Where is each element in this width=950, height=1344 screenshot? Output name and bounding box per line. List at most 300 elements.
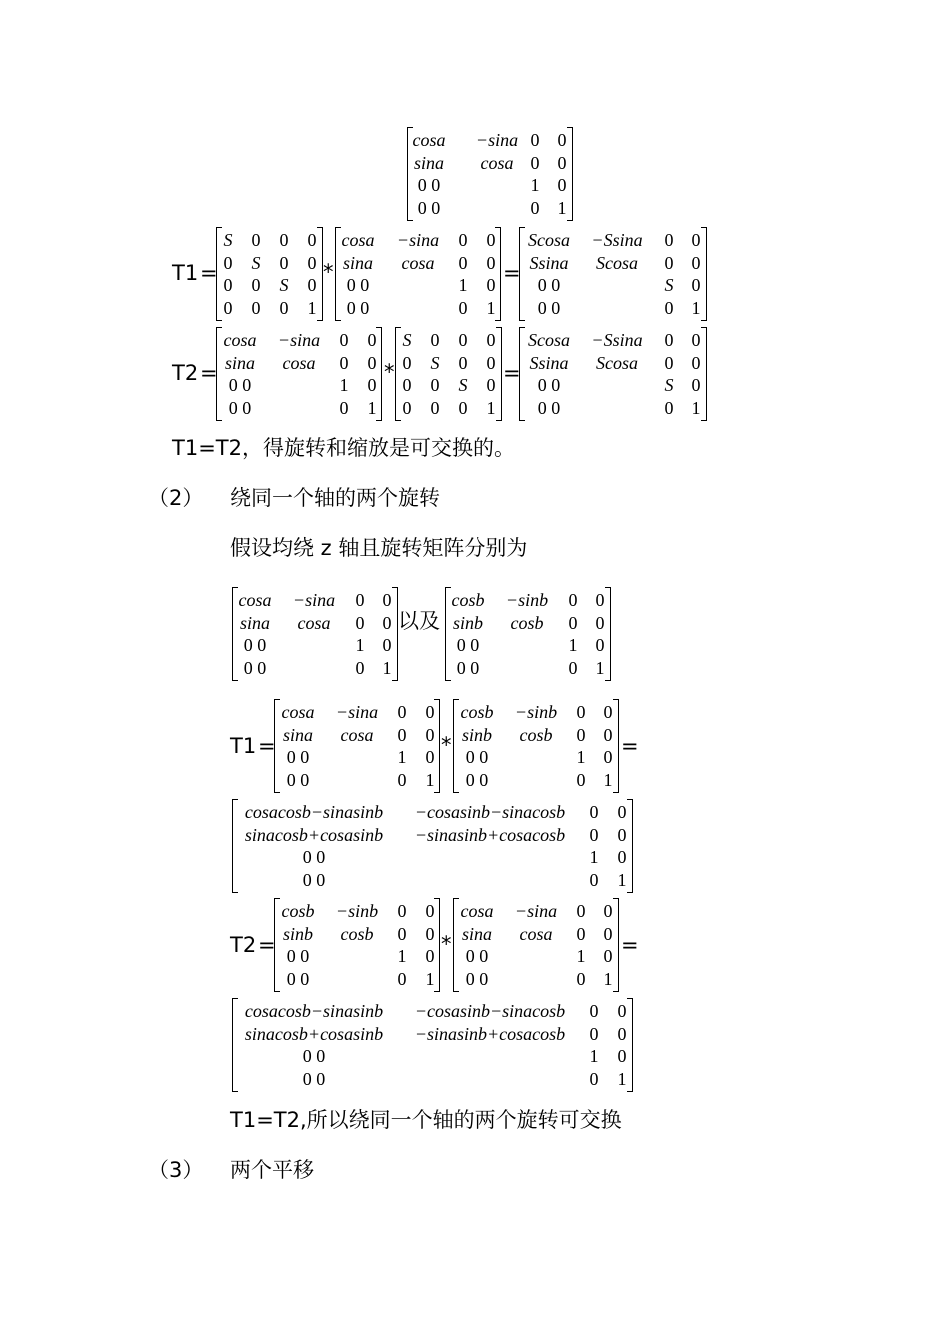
matrix-cell: 0	[339, 397, 349, 418]
matrix-row	[336, 274, 500, 296]
rotation-matrix-b	[445, 587, 611, 681]
matrix-cell: 0 0	[537, 397, 561, 418]
matrix-cell: 1	[382, 657, 392, 678]
matrix-cell: 0	[486, 375, 496, 395]
matrix-cell: 0 0	[537, 275, 561, 295]
matrix-cell: S	[430, 352, 440, 373]
matrix-cell: cosa	[480, 152, 514, 173]
matrix-cell: 0	[223, 275, 233, 295]
matrix-cell: 0	[595, 590, 605, 610]
matrix-row	[336, 229, 500, 251]
matrix-cell: 0	[664, 297, 674, 318]
matrix-cell: sina	[342, 252, 374, 273]
matrix-cell: cosa	[238, 590, 272, 610]
matrix-cell: 0 0	[465, 769, 489, 790]
matrix-row	[408, 129, 572, 151]
matrix-cell: 0	[603, 747, 613, 767]
matrix-row	[396, 397, 501, 419]
matrix-cell: 0	[458, 230, 468, 250]
matrix-cell: 0 0	[456, 657, 480, 678]
matrix-row	[446, 612, 610, 634]
matrix-cell: 0 0	[456, 635, 480, 655]
matrix-cell: 0	[430, 397, 440, 418]
matrix-cell: cosacosb−sinasinb	[244, 802, 384, 822]
matrix-cell: S	[251, 252, 261, 273]
matrix-cell: 0	[397, 901, 407, 921]
matrix-row	[275, 724, 439, 746]
matrix-row	[233, 657, 397, 679]
matrix-row	[408, 197, 572, 219]
matrix-row	[520, 374, 706, 396]
matrix-row	[408, 174, 572, 196]
matrix-cell: 0 0	[243, 635, 267, 655]
matrix-cell: 1	[355, 635, 365, 655]
matrix-cell: 0	[568, 657, 578, 678]
matrix-cell: 0	[617, 1023, 627, 1044]
matrix-cell: S	[402, 330, 412, 350]
matrix-cell: 0	[425, 747, 435, 767]
matrix-cell: 0	[458, 330, 468, 350]
matrix-cell: 1	[589, 1046, 599, 1066]
matrix-cell: 0	[589, 1023, 599, 1044]
matrix-cell: 0	[382, 635, 392, 655]
matrix-row	[217, 252, 322, 274]
matrix-cell: 0	[617, 847, 627, 867]
matrix-cell: sinacosb+cosasinb	[244, 824, 384, 845]
matrix-row	[454, 900, 618, 922]
scale-matrix	[395, 327, 502, 421]
matrix-row	[217, 374, 381, 396]
matrix-cell: 0	[402, 352, 412, 373]
matrix-cell: 0	[486, 230, 496, 250]
matrix-cell: 0	[458, 297, 468, 318]
multiply-sign: *	[323, 260, 334, 284]
matrix-cell: 1	[603, 769, 613, 790]
matrix-cell: Scosa	[528, 330, 570, 350]
matrix-cell: sinb	[452, 612, 484, 633]
matrix-cell: 0 0	[302, 1046, 326, 1066]
matrix-cell: sina	[461, 923, 493, 944]
equals-sign: =	[621, 933, 639, 957]
matrix-cell: 1	[557, 197, 567, 218]
scale-matrix	[216, 227, 323, 321]
matrix-row	[275, 900, 439, 922]
matrix-row	[454, 769, 618, 791]
matrix-cell: 0	[397, 923, 407, 944]
matrix-cell: 0	[576, 769, 586, 790]
matrix-cell: 1	[576, 946, 586, 966]
matrix-cell: cosa	[412, 130, 446, 150]
equals-sign: =	[200, 361, 218, 385]
matrix-row	[217, 329, 381, 351]
matrix-cell: 0	[664, 330, 674, 350]
matrix-cell: cosb	[519, 724, 553, 745]
t1-label: T1	[172, 261, 199, 285]
matrix-cell: 0	[367, 330, 377, 350]
matrix-cell: 0 0	[243, 657, 267, 678]
matrix-cell: 0	[530, 197, 540, 218]
equals-sign: =	[258, 933, 276, 957]
rotation-matrix-a	[453, 898, 619, 992]
matrix-cell: 1	[397, 747, 407, 767]
matrix-cell: 0 0	[302, 1068, 326, 1089]
matrix-row	[217, 397, 381, 419]
matrix-cell: 0	[617, 802, 627, 822]
equals-sign: =	[200, 261, 218, 285]
matrix-cell: −sinb	[514, 702, 558, 722]
matrix-cell: 0	[603, 901, 613, 921]
multiply-sign: *	[384, 360, 395, 384]
matrix-cell: 0	[576, 968, 586, 989]
matrix-row	[446, 634, 610, 656]
conclusion-scale-rotation: T1=T2，得旋转和缩放是可交换的。	[172, 436, 515, 460]
matrix-cell: 1	[595, 657, 605, 678]
section-3-number: （3）	[148, 1158, 204, 1182]
matrix-row	[396, 329, 501, 351]
matrix-cell: 0 0	[465, 946, 489, 966]
multiply-sign: *	[441, 932, 452, 956]
matrix-cell: 0	[382, 590, 392, 610]
matrix-cell: 0	[425, 901, 435, 921]
matrix-cell: −sinb	[505, 590, 549, 610]
matrix-cell: 0 0	[228, 397, 252, 418]
section-2-title: 绕同一个轴的两个旋转	[230, 486, 440, 510]
matrix-cell: S	[664, 275, 674, 295]
matrix-cell: 0	[279, 252, 289, 273]
matrix-row	[217, 352, 381, 374]
matrix-cell: −Ssina	[591, 230, 643, 250]
matrix-cell: 0	[307, 230, 317, 250]
matrix-row	[275, 746, 439, 768]
matrix-cell: 0	[307, 252, 317, 273]
matrix-cell: Ssina	[529, 352, 569, 373]
matrix-row	[233, 1045, 632, 1067]
matrix-cell: 0 0	[302, 847, 326, 867]
matrix-cell: S	[223, 230, 233, 250]
matrix-cell: cosb	[340, 923, 374, 944]
matrix-cell: 0	[425, 946, 435, 966]
matrix-cell: cosa	[223, 330, 257, 350]
matrix-cell: 1	[486, 297, 496, 318]
section-3-title: 两个平移	[230, 1158, 314, 1182]
result-matrix	[232, 998, 633, 1092]
matrix-row	[233, 869, 632, 891]
matrix-cell: 1	[458, 275, 468, 295]
matrix-cell: 0	[382, 612, 392, 633]
matrix-cell: 0	[589, 1068, 599, 1089]
matrix-cell: S	[279, 275, 289, 295]
rotation-matrix	[216, 327, 382, 421]
matrix-cell: 0	[251, 230, 261, 250]
rotation-matrix-a	[274, 699, 440, 793]
matrix-cell: 1	[617, 1068, 627, 1089]
rotation-matrix-a	[232, 587, 398, 681]
matrix-cell: 0 0	[228, 375, 252, 395]
matrix-cell: cosa	[297, 612, 331, 633]
matrix-row	[454, 701, 618, 723]
matrix-cell: 1	[367, 397, 377, 418]
matrix-cell: 1	[568, 635, 578, 655]
matrix-cell: 1	[589, 847, 599, 867]
matrix-cell: 0	[486, 330, 496, 350]
matrix-cell: 1	[691, 397, 701, 418]
matrix-cell: 0	[576, 724, 586, 745]
matrix-row	[520, 352, 706, 374]
matrix-cell: 1	[530, 175, 540, 195]
matrix-cell: 0	[223, 252, 233, 273]
matrix-row	[336, 252, 500, 274]
matrix-cell: 0 0	[286, 769, 310, 790]
matrix-row	[520, 297, 706, 319]
matrix-cell: sinb	[461, 724, 493, 745]
matrix-cell: 0	[595, 635, 605, 655]
matrix-cell: cosa	[282, 352, 316, 373]
matrix-row	[233, 1068, 632, 1090]
matrix-cell: 0	[307, 275, 317, 295]
matrix-cell: 0	[557, 130, 567, 150]
matrix-row	[275, 701, 439, 723]
matrix-cell: 0 0	[465, 968, 489, 989]
matrix-cell: −sina	[335, 702, 379, 722]
and-text: 以及	[398, 609, 440, 633]
matrix-cell: 0	[603, 923, 613, 944]
matrix-cell: 0	[589, 1001, 599, 1021]
matrix-cell: cosb	[281, 901, 315, 921]
matrix-cell: cosa	[519, 923, 553, 944]
matrix-cell: 0 0	[417, 197, 441, 218]
matrix-row	[454, 923, 618, 945]
matrix-cell: 0	[223, 297, 233, 318]
matrix-cell: 0	[576, 901, 586, 921]
matrix-cell: 0	[603, 702, 613, 722]
matrix-row	[275, 769, 439, 791]
matrix-row	[454, 945, 618, 967]
matrix-cell: 0	[691, 352, 701, 373]
equals-sign: =	[621, 734, 639, 758]
matrix-cell: 0	[603, 724, 613, 745]
matrix-cell: −cosasinb−sinacosb	[414, 802, 566, 822]
matrix-cell: sinb	[282, 923, 314, 944]
matrix-row	[217, 274, 322, 296]
matrix-cell: Scosa	[528, 230, 570, 250]
matrix-cell: 0	[430, 375, 440, 395]
matrix-cell: 0	[530, 130, 540, 150]
matrix-cell: 0	[355, 612, 365, 633]
matrix-row	[233, 1000, 632, 1022]
matrix-cell: −Ssina	[591, 330, 643, 350]
t2-label: T2	[172, 361, 199, 385]
matrix-cell: 0	[425, 702, 435, 722]
matrix-row	[233, 589, 397, 611]
matrix-row	[520, 229, 706, 251]
matrix-cell: 0 0	[286, 946, 310, 966]
matrix-cell: 1	[617, 869, 627, 890]
matrix-cell: cosa	[401, 252, 435, 273]
matrix-cell: 0	[458, 252, 468, 273]
matrix-cell: Ssina	[529, 252, 569, 273]
matrix-cell: 0	[691, 252, 701, 273]
matrix-row	[233, 801, 632, 823]
matrix-cell: 0 0	[302, 869, 326, 890]
matrix-cell: −cosasinb−sinacosb	[414, 1001, 566, 1021]
matrix-cell: cosb	[451, 590, 485, 610]
matrix-cell: 0	[355, 590, 365, 610]
matrix-cell: −sinb	[335, 901, 379, 921]
conclusion-same-axis-rotation: T1=T2,所以绕同一个轴的两个旋转可交换	[230, 1108, 622, 1132]
assumption-text: 假设均绕 z 轴且旋转矩阵分别为	[230, 536, 528, 560]
matrix-cell: 0	[691, 275, 701, 295]
matrix-cell: 0	[486, 352, 496, 373]
matrix-cell: S	[664, 375, 674, 395]
matrix-row	[454, 746, 618, 768]
matrix-cell: 0	[557, 152, 567, 173]
matrix-cell: 0	[664, 230, 674, 250]
matrix-row	[396, 352, 501, 374]
matrix-cell: 1	[425, 769, 435, 790]
matrix-cell: 0	[458, 352, 468, 373]
matrix-cell: sina	[282, 724, 314, 745]
matrix-cell: 0	[691, 230, 701, 250]
matrix-cell: Scosa	[596, 252, 638, 273]
matrix-cell: 0	[367, 352, 377, 373]
matrix-row	[233, 612, 397, 634]
matrix-cell: cosb	[460, 702, 494, 722]
matrix-cell: 0	[425, 923, 435, 944]
product-matrix	[519, 227, 707, 321]
matrix-cell: 0	[430, 330, 440, 350]
matrix-cell: cosa	[460, 901, 494, 921]
matrix-cell: sina	[413, 152, 445, 173]
matrix-cell: 0 0	[537, 375, 561, 395]
matrix-row	[446, 657, 610, 679]
matrix-cell: 0 0	[346, 275, 370, 295]
matrix-cell: 0	[595, 612, 605, 633]
matrix-cell: 0	[425, 724, 435, 745]
matrix-cell: 0	[458, 397, 468, 418]
rotation-matrix-b	[453, 699, 619, 793]
matrix-cell: 0	[617, 824, 627, 845]
matrix-cell: −sinasinb+cosacosb	[414, 1023, 566, 1044]
matrix-row	[520, 329, 706, 351]
matrix-cell: 0 0	[286, 968, 310, 989]
matrix-cell: cosa	[341, 230, 375, 250]
matrix-cell: 0 0	[286, 747, 310, 767]
matrix-cell: 0	[589, 824, 599, 845]
product-matrix	[519, 327, 707, 421]
matrix-cell: 0	[486, 275, 496, 295]
equals-sign: =	[503, 261, 521, 285]
matrix-cell: 1	[307, 297, 317, 318]
matrix-cell: 0	[402, 397, 412, 418]
rotation-matrix	[335, 227, 501, 321]
matrix-cell: 0	[339, 330, 349, 350]
matrix-cell: 0	[576, 702, 586, 722]
matrix-cell: Scosa	[596, 352, 638, 373]
rotation-matrix-b	[274, 898, 440, 992]
matrix-cell: cosb	[510, 612, 544, 633]
matrix-row	[396, 374, 501, 396]
matrix-cell: 0	[279, 297, 289, 318]
matrix-row	[217, 297, 322, 319]
rotation-matrix-top	[407, 127, 573, 221]
matrix-cell: −sina	[514, 901, 558, 921]
matrix-row	[275, 923, 439, 945]
matrix-cell: 0 0	[346, 297, 370, 318]
matrix-row	[275, 968, 439, 990]
matrix-cell: 0	[589, 869, 599, 890]
matrix-cell: −sina	[277, 330, 321, 350]
matrix-cell: 0 0	[417, 175, 441, 195]
matrix-cell: 0	[486, 252, 496, 273]
matrix-cell: 0	[397, 702, 407, 722]
matrix-cell: 1	[397, 946, 407, 966]
matrix-cell: −sinasinb+cosacosb	[414, 824, 566, 845]
matrix-cell: −sina	[292, 590, 336, 610]
equals-sign: =	[503, 361, 521, 385]
matrix-cell: 0	[617, 1046, 627, 1066]
matrix-row	[454, 968, 618, 990]
matrix-cell: 0	[367, 375, 377, 395]
matrix-cell: 0 0	[537, 297, 561, 318]
matrix-cell: 0	[557, 175, 567, 195]
matrix-cell: 0	[664, 397, 674, 418]
matrix-cell: 0	[589, 802, 599, 822]
matrix-cell: 0	[617, 1001, 627, 1021]
t2-label: T2	[230, 933, 257, 957]
matrix-cell: 0	[664, 352, 674, 373]
matrix-row	[233, 634, 397, 656]
matrix-row	[454, 724, 618, 746]
matrix-row	[446, 589, 610, 611]
matrix-cell: 0	[664, 252, 674, 273]
matrix-cell: 0	[397, 769, 407, 790]
matrix-cell: 0	[397, 724, 407, 745]
matrix-cell: 1	[691, 297, 701, 318]
result-matrix	[232, 799, 633, 893]
matrix-row	[520, 274, 706, 296]
matrix-cell: −sina	[396, 230, 440, 250]
matrix-cell: sina	[239, 612, 271, 633]
matrix-row	[336, 297, 500, 319]
matrix-cell: sinacosb+cosasinb	[244, 1023, 384, 1044]
matrix-cell: 0	[603, 946, 613, 966]
matrix-cell: cosacosb−sinasinb	[244, 1001, 384, 1021]
matrix-cell: 1	[576, 747, 586, 767]
matrix-row	[233, 846, 632, 868]
matrix-row	[408, 152, 572, 174]
matrix-cell: S	[458, 375, 468, 395]
matrix-cell: 0	[691, 375, 701, 395]
matrix-row	[233, 824, 632, 846]
matrix-cell: −sina	[475, 130, 519, 150]
matrix-row	[520, 397, 706, 419]
matrix-cell: cosa	[340, 724, 374, 745]
matrix-cell: sina	[224, 352, 256, 373]
matrix-row	[275, 945, 439, 967]
matrix-cell: 0 0	[465, 747, 489, 767]
matrix-cell: 0	[576, 923, 586, 944]
matrix-row	[233, 1023, 632, 1045]
matrix-cell: 0	[691, 330, 701, 350]
matrix-row	[520, 252, 706, 274]
matrix-cell: 1	[425, 968, 435, 989]
matrix-cell: 0	[530, 152, 540, 173]
matrix-cell: 1	[486, 397, 496, 418]
section-2-number: （2）	[148, 486, 204, 510]
matrix-cell: 1	[339, 375, 349, 395]
t1-label: T1	[230, 734, 257, 758]
matrix-cell: 0	[568, 612, 578, 633]
